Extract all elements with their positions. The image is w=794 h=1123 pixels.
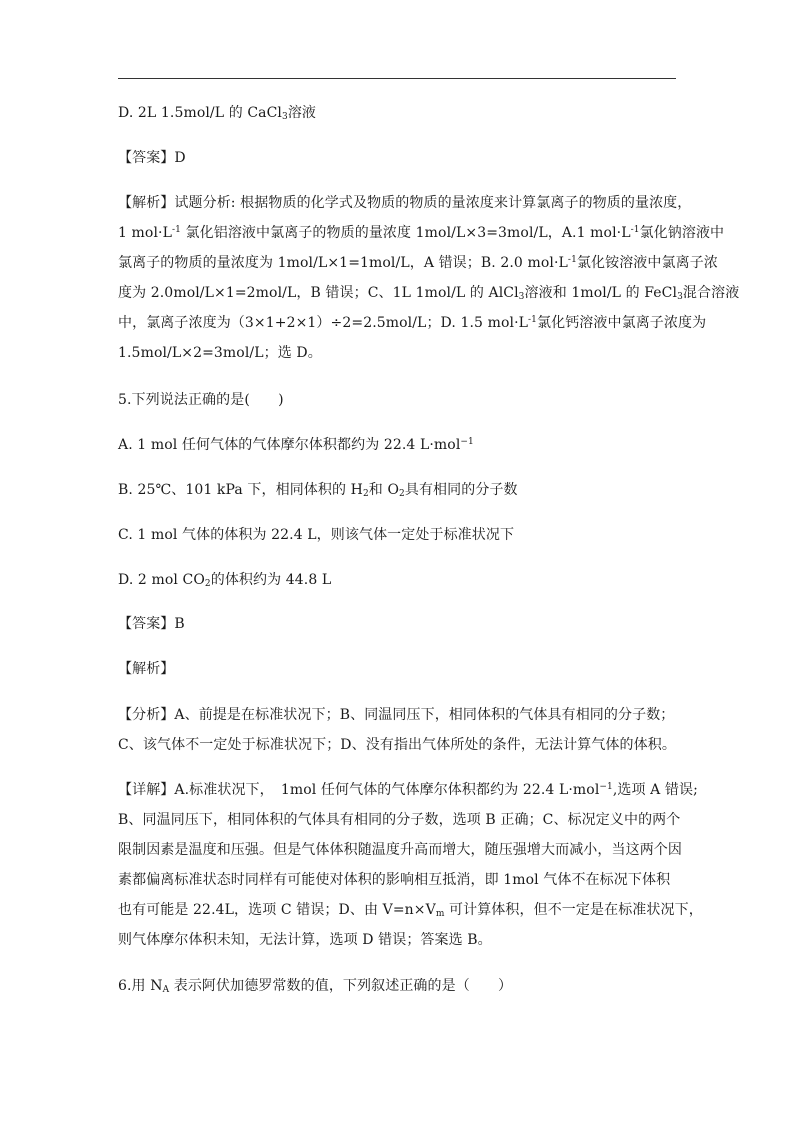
header-rule (118, 78, 676, 79)
q5-option-a: A. 1 mol 任何气体的气体摩尔体积都约为 22.4 L·mol$^{-1}$ (118, 437, 474, 453)
q5-xiangjie-line-2: B、同温同压下，相同体积的气体具有相同的分子数，选项 B 正确；C、标况定义中的两个 (118, 812, 681, 828)
q5-xiangjie-line-6: 则气体摩尔体积未知，无法计算，选项 D 错误；答案选 B。 (118, 932, 492, 948)
q5-xiangjie-line-1: 【详解】A.标准状况下， 1mol 任何气体的气体摩尔体积都约为 22.4 L·mol$^{-1}$,选项 A 错误; (118, 782, 698, 798)
q5-fenxi-line-1: 【分析】A、前提是在标准状况下；B、同温同压下，相同体积的气体具有相同的分子数； (118, 707, 675, 723)
q5-jiexi-heading: 【解析】 (118, 661, 175, 677)
q5-xiangjie-line-5: 也有可能是 22.4L，选项 C 错误；D、由 $V=n\times V_m$ 可计算体积，但不一定是在标准状况下， (118, 902, 703, 919)
q4-analysis-line-3: 氯离子的物质的量浓度为 1mol/L×1=1mol/L，A 错误；B. 2.0 $mol\cdot L^{-1}$氯化铵溶液中氯离子浓 (118, 255, 718, 271)
q5-option-d: D. 2 mol $CO_2$的体积约为 44.8 L (118, 572, 332, 589)
q5-fenxi-line-2: C、该气体不一定处于标准状况下；D、没有指出气体所处的条件，无法计算气体的体积。 (118, 737, 676, 753)
q4-analysis-line-1: 【解析】试题分析: 根据物质的化学式及物质的物质的量浓度来计算氯离子的物质的量浓度， (118, 195, 692, 211)
q5-stem: 5.下列说法正确的是( ) (118, 392, 284, 408)
q5-xiangjie-line-3: 限制因素是温度和压强。但是气体体积随温度升高而增大，随压强增大而减小，当这两个因 (118, 842, 682, 858)
q4-answer: 【答案】D (118, 150, 186, 166)
q5-answer: 【答案】B (118, 616, 185, 632)
q4-analysis-line-5: 中，氯离子浓度为（3×1+2×1）÷2=2.5mol/L；D. 1.5 $mol\cdot L^{-1}$氯化钙溶液中氯离子浓度为 (118, 315, 707, 331)
q5-option-b: B. 25℃、101 kPa 下，相同体积的 $H_2$和 $O_2$具有相同的分子数 (118, 482, 518, 499)
q4-option-d: D. 2L 1.5mol/L 的 CaCl$_3$溶液 (118, 105, 317, 122)
q4-analysis-line-6: 1.5mol/L×2=3mol/L；选 D。 (118, 345, 322, 361)
q6-stem: 6.用 $N_A$ 表示阿伏加德罗常数的值，下列叙述正确的是（ ） (118, 978, 513, 995)
q4-analysis-line-4: 度为 2.0mol/L×1=2mol/L，B 错误；C、1L 1mol/L 的 AlCl$_3$溶液和 1mol/L 的 FeCl$_3$混合溶液 (118, 285, 740, 302)
q5-xiangjie-line-4: 素都偏离标准状态时同样有可能使对体积的影响相互抵消，即 1mol 气体不在标况下体积 (118, 872, 671, 888)
q4-analysis-line-2: 1 $mol\cdot L^{-1}$ 氯化铝溶液中氯离子的物质的量浓度 1mol/L×3=3mol/L，A.1 $mol\cdot L^{-1}$氯化钠溶液中 (118, 225, 725, 241)
q5-option-c: C. 1 mol 气体的体积为 22.4 L，则该气体一定处于标准状况下 (118, 527, 515, 543)
